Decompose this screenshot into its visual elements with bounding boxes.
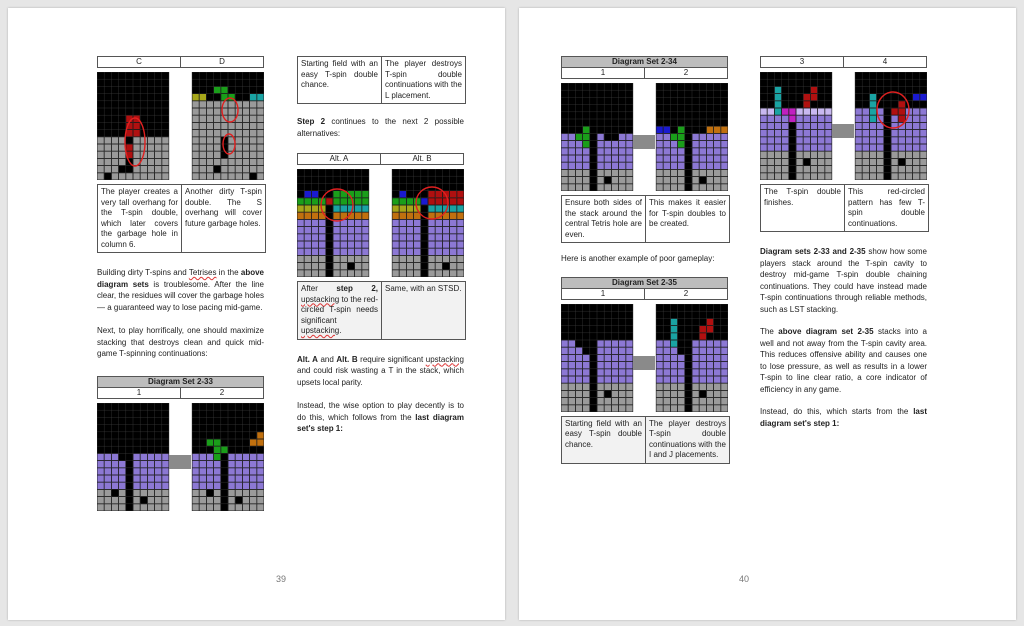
board-d xyxy=(192,72,264,180)
caption-table-2-35: Starting field with an easy T-spin double chance. The player destroys T-spin double continuations with the I and J placements. xyxy=(561,416,730,464)
caption-table-2-33: Starting field with an easy T-spin double chance. The player destroys T-spin double continuations with the L placement. xyxy=(297,56,466,104)
right-column-2 xyxy=(760,56,927,429)
paragraph-poor-gameplay: Here is another example of poor gameplay: xyxy=(561,254,715,263)
board-2-34-1 xyxy=(561,83,633,191)
caption-table-2-34: Ensure both sides of the stack around the central Tetris hole are even. This makes it easier for T-spin doubles to be created. xyxy=(561,195,730,243)
transition-arrow xyxy=(832,124,854,138)
caption-d: Another dirty T-spin double. The S overhang will cover future garbage holes. xyxy=(181,185,265,252)
tetris-diagram-34 xyxy=(760,72,927,180)
tetris-diagram-alt xyxy=(297,169,464,277)
board-c xyxy=(97,72,169,180)
caption-table-alt: After step 2, upstacking to the red-circled T-spin needs significant upstacking. Same, with an STSD. xyxy=(297,281,466,340)
left-column-2 xyxy=(297,56,464,435)
tetris-diagram-cd xyxy=(97,72,264,180)
diagram-set-2-35-title: Diagram Set 2-35 xyxy=(561,277,728,288)
diagram-set-2-33-header: 1 2 xyxy=(97,387,264,399)
diagram-set-2-35-header: 1 2 xyxy=(561,288,728,300)
board-2-33-2 xyxy=(192,403,264,511)
page-number-39: 39 xyxy=(276,574,287,584)
left-column-1 xyxy=(97,56,264,511)
diagram-set-2-34 xyxy=(561,83,728,191)
diagram-set-cd xyxy=(97,72,264,180)
caption-table-34: The T-spin double finishes. This red-circled pattern has few T-spin double continuations. xyxy=(760,184,929,232)
caption-table-cd xyxy=(97,184,266,253)
board-2-35-1 xyxy=(561,304,633,412)
diagram-set-2-34-title: Diagram Set 2-34 xyxy=(561,56,728,67)
paragraph-above-set: The above diagram set 2-35 stacks into a well and not away from the T-spin cavity area. This reduces offensive ability and causes one to lose pressure, as well as results in a lower T-spin to line clear ratio, a core indicator of efficiency in any game. xyxy=(760,327,928,394)
header-c: C xyxy=(97,56,181,68)
paragraph-alt: Alt. A and Alt. B require significant upstacking and could risk wasting a T in the stack, which upsets local parity. xyxy=(297,354,464,387)
transition-arrow xyxy=(633,135,655,149)
alt-header: Alt. A Alt. B xyxy=(297,153,464,165)
diagram-set-2-33 xyxy=(97,403,264,511)
board-3 xyxy=(760,72,832,180)
diagram-alt-ab xyxy=(297,169,464,277)
diagram-set-2-34-header: 1 2 xyxy=(561,67,728,79)
paragraph-instead-do: Instead, do this, which starts from the last diagram set's step 1: xyxy=(760,407,927,428)
transition-arrow xyxy=(633,356,655,370)
tetris-diagram-2-33 xyxy=(97,403,264,511)
diagram-set-34 xyxy=(760,72,927,180)
board-2-35-2 xyxy=(656,304,728,412)
caption-c: The player creates a very tall overhang for the T-spin double, which later covers the garbage hole in column 6. xyxy=(101,187,178,249)
diagram-set-2-33-title: Diagram Set 2-33 xyxy=(97,376,264,387)
page-40 xyxy=(519,8,1016,620)
diagram-set-cd-header xyxy=(97,56,264,68)
diagram-set-34-header: 3 4 xyxy=(760,56,927,68)
header-d: D xyxy=(181,56,264,68)
board-4 xyxy=(855,72,927,180)
page-number-40: 40 xyxy=(739,574,750,584)
diagram-set-2-35 xyxy=(561,304,728,412)
paragraph-dirty-tspins: Building dirty T-spins and Tetrises in the above diagram sets is troublesome. After the line clear, the residues will cover the garbage holes — a guaranteed way to lose pacing mid-game. xyxy=(97,268,265,312)
tetris-diagram-2-35 xyxy=(561,304,728,412)
board-alt-a xyxy=(297,169,369,277)
transition-arrow xyxy=(169,455,191,469)
board-2-33-1 xyxy=(97,403,169,511)
paragraph-next: Next, to play horrifically, one should maximize stacking that destroys clean and quick mid-game T-spinning continuations: xyxy=(97,326,264,358)
board-2-34-2 xyxy=(656,83,728,191)
page-39 xyxy=(8,8,505,620)
tetris-diagram-2-34 xyxy=(561,83,728,191)
paragraph-step2: Step 2 continues to the next 2 possible alternatives: xyxy=(297,117,464,138)
right-column-1 xyxy=(561,56,728,464)
paragraph-instead: Instead, the wise option to play decently is to do this, which follows from the last diagram set's step 1: xyxy=(297,401,464,433)
board-alt-b xyxy=(392,169,464,277)
paragraph-diagram-sets: Diagram sets 2-33 and 2-35 show how some players stack around the T-spin cavity to destroy mid-game T-spin double chaining continuations. They could have instead made T-spin continuations through reliable methods, such as LST stacking. xyxy=(760,247,927,314)
